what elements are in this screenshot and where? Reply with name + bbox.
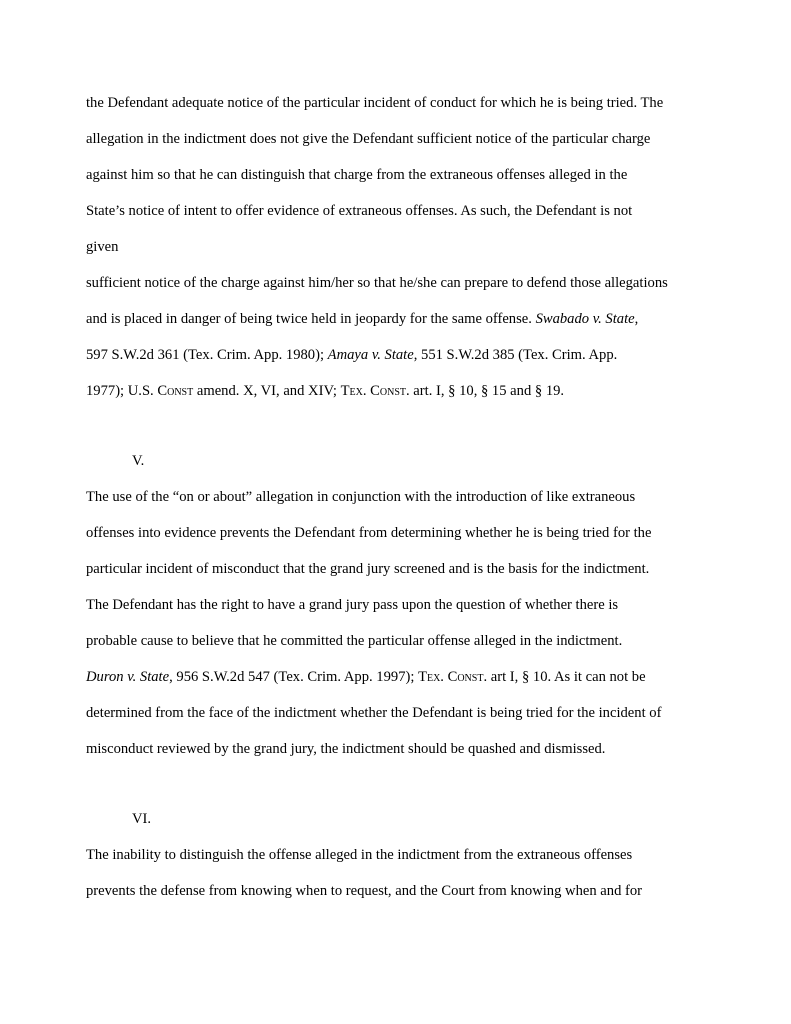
paragraph-line: against him so that he can distinguish that charge from the extraneous offenses alleged in the (86, 167, 628, 183)
case-citation: Duron v. State (86, 669, 170, 685)
paragraph-line: the Defendant adequate notice of the particular incident of conduct for which he is being tried. The (86, 95, 664, 111)
paragraph-line (86, 310, 638, 328)
paragraph-line: State’s notice of intent to offer evidence of extraneous offenses. As such, the Defendant is not (86, 203, 633, 219)
text-run: and is placed in danger of being twice held in jeopardy for the same offense. (86, 311, 536, 327)
paragraph-line: prevents the defense from knowing when to request, and the Court from knowing when and for (86, 883, 643, 899)
paragraph-line (86, 346, 617, 364)
text-run: 1977); U.S. (86, 383, 158, 399)
paragraph-line: The inability to distinguish the offense alleged in the indictment from the extraneous offenses (86, 847, 633, 863)
paragraph-line: offenses into evidence prevents the Defendant from determining whether he is being tried for the (86, 525, 652, 541)
text-run: 597 S.W.2d 361 (Tex. Crim. App. 1980); (86, 347, 328, 363)
paragraph-line: determined from the face of the indictment whether the Defendant is being tried for the incident of (86, 705, 662, 721)
paragraph-line: sufficient notice of the charge against him/her so that he/she can prepare to defend those allegations (86, 275, 668, 291)
text-run: art. I, § 10, § 15 and § 19. (409, 383, 565, 399)
paragraph-line (86, 668, 646, 686)
case-citation: Amaya v. State (327, 347, 414, 363)
text-run: amend. X, VI, and XIV; (193, 383, 341, 399)
paragraph-line: allegation in the indictment does not give the Defendant sufficient notice of the particular charge (86, 131, 651, 147)
paragraph-line: probable cause to believe that he committed the particular offense alleged in the indictment. (86, 633, 623, 649)
text-run: , 956 S.W.2d 547 (Tex. Crim. App. 1997); (169, 669, 419, 685)
paragraph-line (86, 382, 564, 400)
paragraph-line: The Defendant has the right to have a grand jury pass upon the question of whether there is (86, 597, 619, 613)
paragraph-line: The use of the “on or about” allegation in conjunction with the introduction of like extraneous (86, 489, 636, 505)
paragraph-line: particular incident of misconduct that the grand jury screened and is the basis for the indictment. (86, 561, 650, 577)
paragraph-line: misconduct reviewed by the grand jury, the indictment should be quashed and dismissed. (86, 741, 606, 757)
paragraph-line: given (86, 239, 119, 255)
section-heading: V. (132, 453, 145, 469)
text-run: art I, § 10. As it can not be (487, 669, 646, 685)
text-run: , 551 S.W.2d 385 (Tex. Crim. App. (413, 347, 618, 363)
section-heading: VI. (132, 811, 152, 827)
statute-abbrev: Tex. Const. (340, 383, 410, 399)
text-run: , (634, 311, 639, 327)
statute-abbrev: Tex. Const. (418, 669, 488, 685)
statute-abbrev: Const (157, 383, 194, 399)
case-citation: Swabado v. State (535, 311, 635, 327)
